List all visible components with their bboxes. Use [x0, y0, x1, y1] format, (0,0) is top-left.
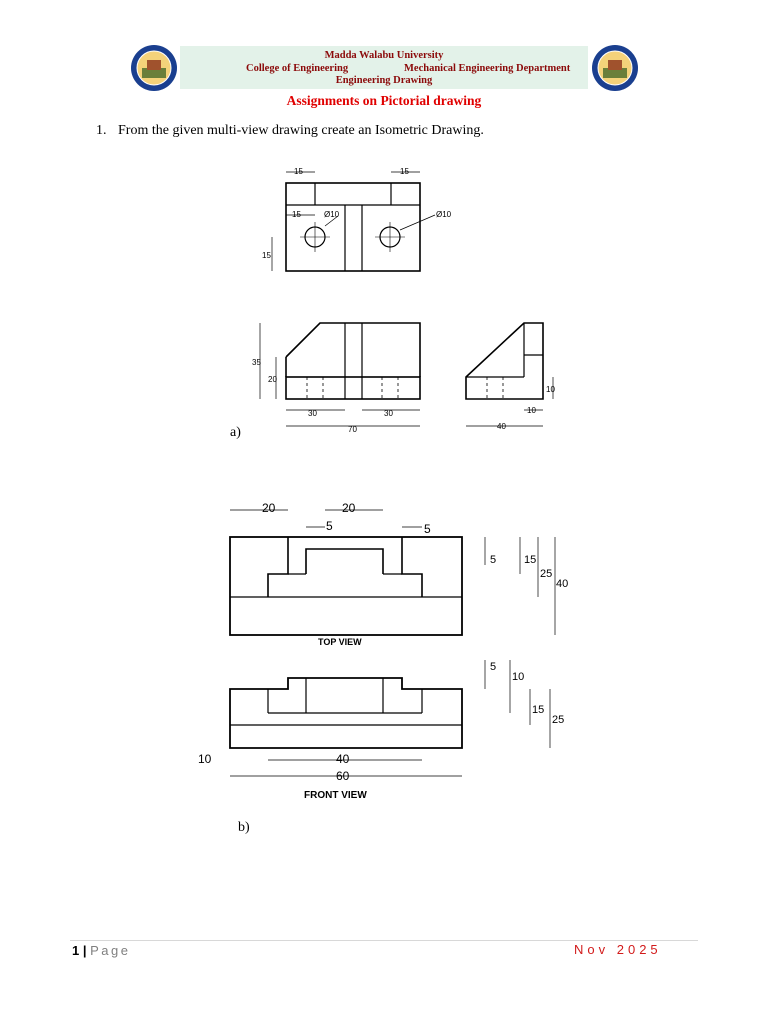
- dim-b-top-5-left: 5: [326, 519, 333, 533]
- dim-b-top-20-left: 20: [262, 501, 276, 515]
- question-text: From the given multi-view drawing create an Isometric Drawing.: [118, 123, 484, 138]
- footer-divider: [70, 940, 698, 941]
- dim-a-side-10-h: 10: [527, 406, 536, 415]
- dim-b-front-v10: 10: [512, 671, 525, 683]
- dim-a-top-15-right: 15: [400, 167, 409, 176]
- dim-b-front-v25: 25: [552, 714, 565, 726]
- top-view-title: TOP VIEW: [318, 637, 362, 647]
- dim-a-top-15-side: 15: [262, 251, 271, 260]
- front-view-title: FRONT VIEW: [304, 790, 367, 801]
- page-number: 1: [72, 943, 80, 958]
- university-logo-left: [130, 44, 178, 92]
- dim-b-front-60: 60: [336, 769, 350, 783]
- dim-a-side-10-v: 10: [546, 385, 555, 394]
- dim-a-70: 70: [348, 425, 357, 434]
- footer-date: Nov 2025: [574, 942, 662, 957]
- dim-a-top-15-inner: 15: [292, 210, 301, 219]
- figure-b-label: b): [238, 820, 250, 835]
- dim-a-35: 35: [252, 358, 261, 367]
- department-name: Mechanical Engineering Department: [404, 63, 571, 74]
- page-separator: |: [82, 943, 87, 958]
- page-title: Assignments on Pictorial drawing: [286, 93, 482, 108]
- dim-b-top-v5: 5: [490, 554, 497, 566]
- dim-a-hole-1: Ø10: [324, 210, 340, 219]
- college-name: College of Engineering: [246, 63, 349, 74]
- course-name: Engineering Drawing: [335, 75, 433, 86]
- dim-b-front-v15: 15: [532, 704, 545, 716]
- dim-b-top-v40: 40: [556, 578, 569, 590]
- dim-b-top-5-right: 5: [424, 522, 431, 536]
- dim-b-top-20-right: 20: [342, 501, 356, 515]
- dim-a-30-left: 30: [308, 409, 317, 418]
- dim-b-front-10: 10: [198, 752, 212, 766]
- question-number: 1.: [96, 123, 107, 138]
- page-word: Page: [90, 943, 131, 958]
- dim-a-20: 20: [268, 375, 277, 384]
- dim-a-top-15-left: 15: [294, 167, 303, 176]
- dim-a-30-right: 30: [384, 409, 393, 418]
- dim-a-side-40: 40: [497, 422, 506, 431]
- dim-b-front-40: 40: [336, 752, 350, 766]
- dim-b-front-v5: 5: [490, 661, 497, 673]
- dim-b-top-v25: 25: [540, 568, 553, 580]
- dim-b-top-v15: 15: [524, 554, 537, 566]
- university-logo-right: [591, 44, 639, 92]
- figure-b-drawing: [190, 495, 570, 805]
- figure-a-drawing: [250, 160, 560, 435]
- university-name: Madda Walabu University: [324, 50, 444, 61]
- dim-a-hole-2: Ø10: [436, 210, 452, 219]
- question-1: [96, 123, 484, 139]
- figure-a-label: a): [230, 425, 241, 440]
- header-band: [180, 46, 588, 89]
- footer-page: [72, 943, 131, 958]
